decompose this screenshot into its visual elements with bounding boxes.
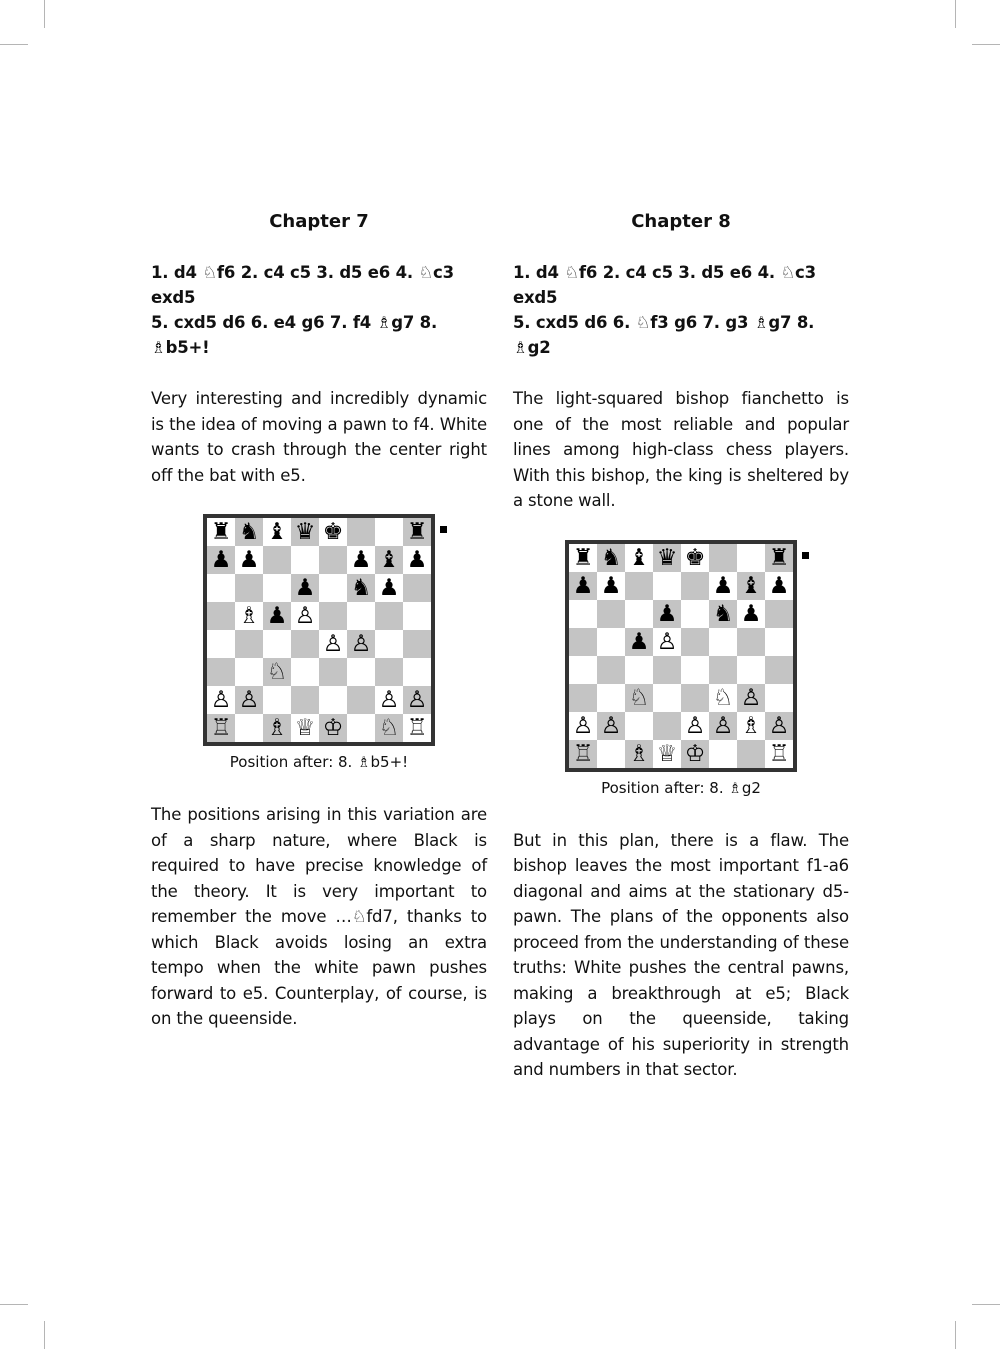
square-b1 [235, 714, 263, 742]
square-d1: ♕ [291, 714, 319, 742]
square-b4 [597, 656, 625, 684]
square-c2 [263, 686, 291, 714]
square-g7: ♝ [737, 572, 765, 600]
square-h4 [403, 630, 431, 658]
square-h2: ♙ [403, 686, 431, 714]
square-a2: ♙ [207, 686, 235, 714]
square-b1 [597, 740, 625, 768]
square-f5 [709, 628, 737, 656]
square-c3: ♘ [263, 658, 291, 686]
square-d8: ♛ [653, 544, 681, 572]
square-e5 [681, 628, 709, 656]
chapter-7-intro-paragraph: Very interesting and incredibly dynamic is the idea of moving a pawn to f4. White wants to crash through the center right off the bat with e5. [151, 389, 487, 485]
square-a8: ♜ [569, 544, 597, 572]
square-f3: ♘ [709, 684, 737, 712]
square-c7 [625, 572, 653, 600]
square-f3 [347, 658, 375, 686]
square-f2 [347, 686, 375, 714]
square-h6 [765, 600, 793, 628]
square-b6 [235, 574, 263, 602]
square-a3 [569, 684, 597, 712]
square-g6: ♟ [375, 574, 403, 602]
square-h7: ♟ [765, 572, 793, 600]
diagram-caption: Position after: 8. ♗g2 [601, 778, 761, 797]
square-a5 [569, 628, 597, 656]
chapter-7-analysis-paragraph: The positions arising in this variation are of a sharp nature, where Black is required to have precise knowledge of the theory. It is very important to remember the move …♘fd7, thanks to which Black avoids losing an extra tempo when the white pawn pushes forward to e5. Counterplay, of course, is on the queenside. [151, 805, 487, 1028]
square-c4 [263, 630, 291, 658]
square-e7 [681, 572, 709, 600]
crop-mark [44, 1321, 45, 1349]
square-d6: ♟ [653, 600, 681, 628]
square-a3 [207, 658, 235, 686]
square-b2: ♙ [597, 712, 625, 740]
square-e3 [681, 684, 709, 712]
square-g8 [375, 518, 403, 546]
square-b3 [235, 658, 263, 686]
square-g4 [737, 656, 765, 684]
square-e6 [681, 600, 709, 628]
square-g2: ♙ [375, 686, 403, 714]
square-b6 [597, 600, 625, 628]
square-e5 [319, 602, 347, 630]
square-e1: ♔ [319, 714, 347, 742]
square-g3 [375, 658, 403, 686]
square-e1: ♔ [681, 740, 709, 768]
square-c4 [625, 656, 653, 684]
square-d3 [653, 684, 681, 712]
square-c5: ♟ [625, 628, 653, 656]
square-f4: ♙ [347, 630, 375, 658]
square-a7: ♟ [569, 572, 597, 600]
square-h4 [765, 656, 793, 684]
square-b7: ♟ [235, 546, 263, 574]
square-b8: ♞ [235, 518, 263, 546]
crop-mark [972, 44, 1000, 45]
chapter-8-column [513, 210, 849, 1083]
square-d4 [291, 630, 319, 658]
square-a1: ♖ [207, 714, 235, 742]
square-h2: ♙ [765, 712, 793, 740]
square-c6 [263, 574, 291, 602]
square-g5 [375, 602, 403, 630]
square-d3 [291, 658, 319, 686]
crop-mark [955, 0, 956, 28]
square-d5: ♙ [653, 628, 681, 656]
square-d7 [291, 546, 319, 574]
square-a6 [207, 574, 235, 602]
square-c1: ♗ [625, 740, 653, 768]
crop-mark [955, 1321, 956, 1349]
square-b3 [597, 684, 625, 712]
moves-line: 5. cxd5 d6 6. e4 g6 7. f4 ♗g7 8. ♗b5+! [151, 313, 438, 357]
square-h1: ♖ [403, 714, 431, 742]
chapter-8-diagram [513, 540, 849, 798]
square-d4 [653, 656, 681, 684]
square-g1: ♘ [375, 714, 403, 742]
square-d2 [291, 686, 319, 714]
square-a4 [207, 630, 235, 658]
square-e6 [319, 574, 347, 602]
chess-board [203, 514, 435, 746]
square-b5: ♗ [235, 602, 263, 630]
square-e7 [319, 546, 347, 574]
square-e2 [319, 686, 347, 714]
square-g3: ♙ [737, 684, 765, 712]
square-f1 [347, 714, 375, 742]
crop-mark [972, 1304, 1000, 1305]
square-f8 [709, 544, 737, 572]
square-g4 [375, 630, 403, 658]
chess-board [565, 540, 797, 772]
square-c2 [625, 712, 653, 740]
square-h1: ♖ [765, 740, 793, 768]
square-b2: ♙ [235, 686, 263, 714]
square-h3 [765, 684, 793, 712]
square-h6 [403, 574, 431, 602]
square-c1: ♗ [263, 714, 291, 742]
square-c3: ♘ [625, 684, 653, 712]
black-to-move-marker [440, 526, 447, 533]
square-f1 [709, 740, 737, 768]
chapter-7-moves [151, 260, 487, 360]
chapter-8-analysis-paragraph: But in this plan, there is a flaw. The bishop leaves the most important f1-a6 diagonal and aims at the stationary d5-pawn. The plans of the opponents also proceed from the understanding of these truths: White pushes the central pawns, making a breakthrough at e5; Black plays on the queenside, taking advantage of his superiority in strength and numbers in that sector. [513, 830, 849, 1079]
square-g2: ♗ [737, 712, 765, 740]
square-a6 [569, 600, 597, 628]
square-a8: ♜ [207, 518, 235, 546]
square-d2 [653, 712, 681, 740]
chapter-7-diagram [151, 514, 487, 772]
square-g1 [737, 740, 765, 768]
square-d8: ♛ [291, 518, 319, 546]
square-h8: ♜ [403, 518, 431, 546]
square-h3 [403, 658, 431, 686]
square-f6: ♞ [709, 600, 737, 628]
square-b5 [597, 628, 625, 656]
square-a7: ♟ [207, 546, 235, 574]
square-a2: ♙ [569, 712, 597, 740]
square-g6: ♟ [737, 600, 765, 628]
square-e3 [319, 658, 347, 686]
moves-line: 1. d4 ♘f6 2. c4 c5 3. d5 e6 4. ♘c3 exd5 [151, 263, 454, 307]
square-c7 [263, 546, 291, 574]
square-b8: ♞ [597, 544, 625, 572]
chapter-7-column [151, 210, 487, 1032]
square-g7: ♝ [375, 546, 403, 574]
square-b7: ♟ [597, 572, 625, 600]
chapter-8-moves [513, 260, 849, 360]
square-f5 [347, 602, 375, 630]
square-e2: ♙ [681, 712, 709, 740]
square-f6: ♞ [347, 574, 375, 602]
square-e8: ♚ [681, 544, 709, 572]
square-c6 [625, 600, 653, 628]
chapter-8-title: Chapter 8 [631, 211, 731, 232]
square-a1: ♖ [569, 740, 597, 768]
square-h8: ♜ [765, 544, 793, 572]
square-e4 [681, 656, 709, 684]
square-d5: ♙ [291, 602, 319, 630]
square-c5: ♟ [263, 602, 291, 630]
moves-line: 5. cxd5 d6 6. ♘f3 g6 7. g3 ♗g7 8. ♗g2 [513, 313, 815, 357]
square-g8 [737, 544, 765, 572]
square-h5 [765, 628, 793, 656]
moves-line: 1. d4 ♘f6 2. c4 c5 3. d5 e6 4. ♘c3 exd5 [513, 263, 816, 307]
square-e4: ♙ [319, 630, 347, 658]
diagram-caption: Position after: 8. ♗b5+! [229, 753, 409, 771]
square-c8: ♝ [625, 544, 653, 572]
square-f7: ♟ [347, 546, 375, 574]
square-d1: ♕ [653, 740, 681, 768]
square-a4 [569, 656, 597, 684]
square-h7: ♟ [403, 546, 431, 574]
square-f2: ♙ [709, 712, 737, 740]
square-e8: ♚ [319, 518, 347, 546]
chapter-7-title: Chapter 7 [269, 211, 369, 232]
black-to-move-marker [802, 552, 809, 559]
square-d7 [653, 572, 681, 600]
square-d6: ♟ [291, 574, 319, 602]
square-f8 [347, 518, 375, 546]
crop-mark [0, 44, 28, 45]
square-f4 [709, 656, 737, 684]
square-a5 [207, 602, 235, 630]
chapter-8-intro-paragraph: The light-squared bishop fianchetto is one of the most reliable and popular lines among high-class chess players. With this bishop, the king is sheltered by a stone wall. [513, 389, 849, 510]
square-g5 [737, 628, 765, 656]
square-c8: ♝ [263, 518, 291, 546]
square-b4 [235, 630, 263, 658]
crop-mark [0, 1304, 28, 1305]
square-f7: ♟ [709, 572, 737, 600]
crop-mark [44, 0, 45, 28]
square-h5 [403, 602, 431, 630]
